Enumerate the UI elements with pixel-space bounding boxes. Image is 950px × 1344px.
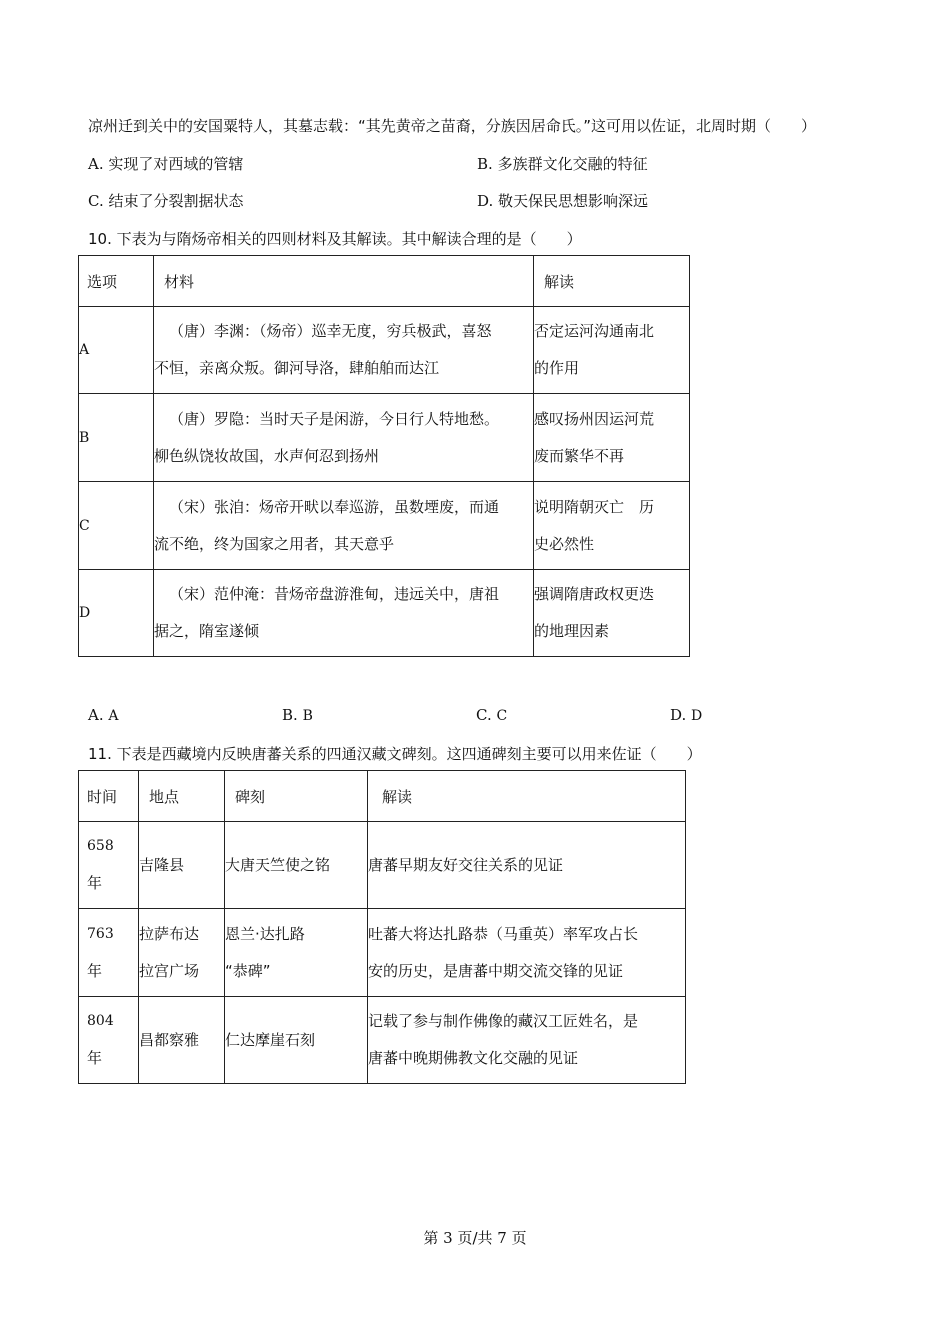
reading-line: 唐蕃中晚期佛教文化交融的见证 — [368, 1049, 579, 1067]
reading-line: 否定运河沟通南北 — [534, 322, 655, 340]
stele-cell — [225, 997, 368, 1084]
table-row — [79, 482, 690, 570]
q10-option-a — [88, 706, 119, 724]
material-cell — [154, 570, 534, 657]
material-line: （宋）范仲淹：昔炀帝盘游淮甸，违远关中，唐祖 — [169, 585, 500, 603]
option-text: D — [691, 708, 703, 724]
place-line: 拉宫广场 — [139, 961, 200, 980]
q11-stem: 11. 下表是西藏境内反映唐蕃关系的四通汉藏文碑刻。这四通碑刻主要可以用来佐证（ ） — [88, 745, 702, 763]
option-key: A. — [88, 706, 104, 724]
place-cell — [139, 997, 225, 1084]
footer-suffix: 页 — [506, 1229, 527, 1247]
option-key: D. — [477, 192, 494, 210]
material-line: （唐）罗隐：当时天子是闲游，今日行人特地愁。 — [169, 409, 500, 428]
stele-line: 仁达摩崖石刻 — [225, 1030, 316, 1049]
option-text: 多族群文化交融的特征 — [497, 155, 648, 173]
table-row — [79, 307, 690, 394]
option-key: C. — [476, 706, 492, 724]
stele-line: 大唐天竺使之铭 — [225, 855, 331, 874]
material-line: （唐）李渊：（炀帝）巡幸无度，穷兵极武，喜怒 — [169, 322, 492, 340]
option-key: A. — [88, 155, 104, 173]
header-cell: 碑刻 — [225, 771, 368, 822]
reading-line: 唐蕃早期友好交往关系的见证 — [368, 855, 564, 874]
row-letter: A — [79, 307, 154, 394]
time-cell — [79, 909, 139, 997]
q10-table — [78, 255, 690, 657]
footer-mid: 页/共 — [452, 1229, 498, 1247]
reading-cell — [534, 307, 690, 394]
place-cell — [139, 909, 225, 997]
reading-line: 安的历史，是唐蕃中期交流交锋的见证 — [368, 961, 624, 980]
table-row — [79, 909, 686, 997]
reading-line: 吐蕃大将达扎路恭（马重英）率军攻占长 — [368, 924, 639, 943]
header-cell: 解读 — [368, 771, 686, 822]
footer-page-number: 3 — [443, 1229, 453, 1247]
time-unit: 年 — [87, 1049, 103, 1067]
reading-line: 强调隋唐政权更迭 — [534, 585, 655, 603]
option-text: 结束了分裂割据状态 — [108, 192, 244, 210]
reading-line: 史必然性 — [534, 534, 595, 553]
option-text: A — [108, 708, 119, 724]
option-key: B. — [282, 706, 298, 724]
time-cell — [79, 822, 139, 909]
page-footer — [0, 1227, 950, 1248]
reading-cell — [534, 570, 690, 657]
table-row — [79, 822, 686, 909]
table-header-row — [79, 771, 686, 822]
reading-line: 废而繁华不再 — [534, 446, 625, 465]
material-cell — [154, 394, 534, 482]
option-text: B — [302, 708, 313, 724]
material-line: 柳色纵饶妆故国，水声何忍到扬州 — [154, 446, 380, 465]
table-header-row — [79, 256, 690, 307]
reading-line: 说明隋朝灭亡 历 — [534, 497, 655, 516]
option-text: C — [496, 708, 508, 724]
reading-cell — [534, 394, 690, 482]
material-line: 流不绝，终为国家之用者，其天意乎 — [154, 534, 395, 553]
stele-line: 恩兰·达扎路 — [225, 924, 305, 943]
material-cell — [154, 307, 534, 394]
material-line: 不恒，亲离众叛。御河导洛，肆舶舶而达江 — [154, 359, 440, 377]
q10-option-b — [282, 706, 313, 724]
place-line: 吉隆县 — [139, 855, 185, 874]
place-line: 昌都察雅 — [139, 1030, 200, 1049]
time-year: 763 — [87, 925, 114, 942]
material-line: （宋）张洎：炀帝开畎以奉巡游，虽数堙废，而通 — [169, 497, 500, 516]
row-letter: C — [79, 482, 154, 570]
time-cell — [79, 997, 139, 1084]
reading-line: 记载了参与制作佛像的藏汉工匠姓名，是 — [368, 1012, 639, 1030]
option-text: 实现了对西域的管辖 — [108, 155, 244, 173]
reading-cell — [534, 482, 690, 570]
place-cell — [139, 822, 225, 909]
stele-cell — [225, 909, 368, 997]
material-line: 据之，隋室遂倾 — [154, 622, 260, 640]
q9-option-a — [88, 153, 243, 174]
row-letter: B — [79, 394, 154, 482]
q9-stem: 凉州迁到关中的安国粟特人，其墓志载：“其先黄帝之苗裔，分族因居命氏。”这可用以佐证，北周时期（ ） — [88, 117, 817, 135]
q9-option-b — [477, 153, 648, 174]
q11-table — [78, 770, 686, 1084]
reading-cell — [368, 822, 686, 909]
time-unit: 年 — [87, 961, 103, 980]
reading-line: 感叹扬州因运河荒 — [534, 409, 655, 428]
material-cell — [154, 482, 534, 570]
q9-option-c — [88, 190, 244, 211]
table-row — [79, 570, 690, 657]
option-key: B. — [477, 155, 493, 173]
q10-option-d — [670, 706, 702, 724]
time-year: 658 — [87, 838, 114, 854]
header-cell: 时间 — [79, 771, 139, 822]
header-cell: 地点 — [139, 771, 225, 822]
footer-prefix: 第 — [423, 1229, 444, 1247]
table-row — [79, 997, 686, 1084]
option-key: C. — [88, 192, 104, 210]
reading-cell — [368, 909, 686, 997]
header-cell: 选项 — [79, 256, 154, 307]
time-unit: 年 — [87, 874, 103, 892]
q10-option-c — [476, 706, 507, 724]
header-cell: 解读 — [534, 256, 690, 307]
row-letter: D — [79, 570, 154, 657]
header-cell: 材料 — [154, 256, 534, 307]
table-row — [79, 394, 690, 482]
option-key: D. — [670, 706, 687, 724]
stele-line: “恭碑” — [225, 961, 271, 980]
reading-line: 的作用 — [534, 359, 580, 377]
footer-total-pages: 7 — [497, 1229, 507, 1247]
time-year: 804 — [87, 1013, 114, 1029]
place-line: 拉萨布达 — [139, 924, 200, 943]
option-text: 敬天保民思想影响深远 — [498, 192, 649, 210]
stele-cell — [225, 822, 368, 909]
q10-stem: 10. 下表为与隋炀帝相关的四则材料及其解读。其中解读合理的是（ ） — [88, 230, 582, 248]
reading-cell — [368, 997, 686, 1084]
reading-line: 的地理因素 — [534, 622, 610, 640]
q9-option-d — [477, 190, 648, 211]
